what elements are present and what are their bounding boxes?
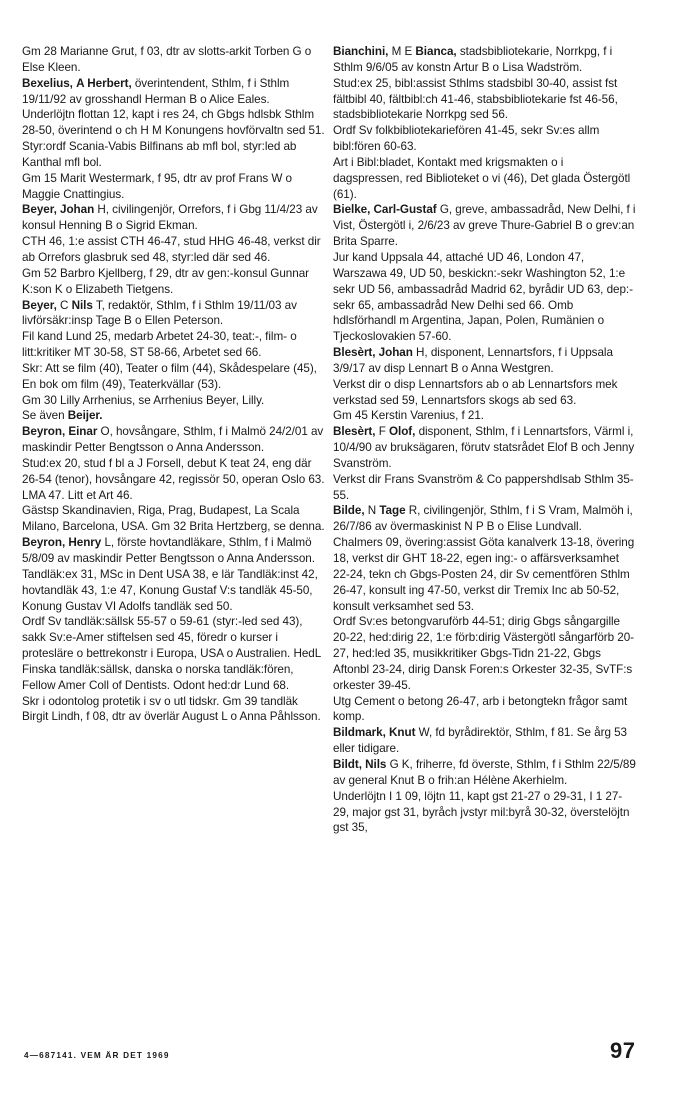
entry-text: Underlöjtn I 1 09, löjtn 11, kapt gst 21-27 o 29-31, I 1 27-29, major gst 31, byråch jvstyr mil:byrå 30-32, överstelöjtn gst 35, bbox=[333, 789, 630, 835]
entry-text: Verkst dir Frans Svanström & Co pappershdlsab Sthlm 35-55. bbox=[333, 472, 634, 502]
biography-paragraph bbox=[333, 535, 636, 614]
biography-paragraph bbox=[333, 694, 636, 726]
entry-text: Gm 28 Marianne Grut, f 03, dtr av slotts-arkit Torben G o Else Kleen. bbox=[22, 45, 312, 74]
entry-name: Beijer. bbox=[67, 409, 103, 423]
entry-name: Bianchini, bbox=[333, 45, 389, 58]
entry-text: Tandläk:ex 31, MSc in Dent USA 38, e lär Tandläk:inst 42, hovtandläk 43, 1:e 47, Konung Gustaf V:s tandläk 45-50, Konung Gustav VI Adolfs tandläk sed 50. bbox=[22, 567, 318, 613]
entry-text: Gm 52 Barbro Kjellberg, f 29, dtr av gen:-konsul Gunnar K:son K o Elizabeth Tietgens. bbox=[22, 266, 309, 296]
entry-text: L, förste hovtandläkare, Sthlm, f i Malmö 5/8/09 av maskindir Petter Bengtsson o Anna Andersson. bbox=[22, 536, 315, 565]
biography-entry-heading bbox=[333, 757, 636, 789]
biography-paragraph bbox=[22, 234, 325, 266]
biography-entry-heading bbox=[22, 424, 325, 456]
entry-text: Verkst dir o disp Lennartsfors ab o ab Lennartsfors mek verkstad sed 59, Lennartsfors skogs ab sed 63. bbox=[333, 377, 618, 407]
biography-paragraph bbox=[22, 361, 325, 393]
entry-text: R, civilingenjör, Sthlm, f i S Vram, Malmöh i, 26/7/86 av övermaskinist N P B o Elise Lundvall. bbox=[333, 504, 633, 534]
entry-text: Gästsp Skandinavien, Riga, Prag, Budapest, La Scala Milano, Barcelona, USA. Gm 32 Brita Hertzberg, se denna. bbox=[22, 504, 325, 534]
entry-text: G, greve, ambassadråd, New Delhi, f i Vist, Östergötl i, 2/6/23 av greve Thure-Gabriel B o grev:an Brita Sparre. bbox=[333, 203, 636, 249]
biography-paragraph bbox=[22, 393, 325, 409]
biography-paragraph bbox=[333, 250, 636, 345]
biography-paragraph bbox=[22, 488, 325, 504]
entry-text: Styr:ordf Scania-Vabis Bilfinans ab mfl bol, styr:led ab Kanthal mfl bol. bbox=[22, 140, 297, 169]
entry-text: Art i Bibl:bladet, Kontakt med krigsmakten o i dagspressen, red Biblioteket o vi (46), Det glada Östergötl (61). bbox=[333, 155, 631, 201]
biography-entry-heading bbox=[22, 76, 325, 108]
entry-name: Beyron, Einar bbox=[22, 425, 98, 439]
entry-text: W, fd byrådirektör, Sthlm, f 81. Se årg 53 eller tidigare. bbox=[333, 726, 627, 756]
entry-text: överintendent, Sthlm, f i Sthlm 19/11/92 av grosshandl Herman B o Alice Eales. bbox=[22, 76, 290, 106]
entry-text: Ordf Sv folkbibliotekariefören 41-45, sekr Sv:es allm bibl:fören 60-63. bbox=[333, 124, 600, 154]
biography-paragraph bbox=[22, 44, 325, 76]
entry-name: Beyron, Henry bbox=[22, 536, 102, 550]
entry-text: Gm 30 Lilly Arrhenius, se Arrhenius Beyer, Lilly. bbox=[22, 393, 265, 407]
entry-name: Blesèrt, bbox=[333, 425, 376, 439]
biography-paragraph bbox=[22, 694, 325, 726]
biography-paragraph bbox=[333, 472, 636, 504]
biography-paragraph bbox=[22, 408, 325, 424]
biography-entry-heading bbox=[333, 44, 636, 76]
entry-name: Bilde, bbox=[333, 504, 365, 518]
footer-publication-line: 4—687141. VEM ÄR DET 1969 bbox=[24, 1051, 170, 1060]
entry-name: Beyer, Johan bbox=[22, 203, 95, 217]
biography-paragraph bbox=[22, 503, 325, 535]
entry-text: F bbox=[378, 425, 386, 439]
entry-text: Ordf Sv:es betongvaruförb 44-51; dirig Gbgs sångargille 20-22, hed:dirig 22, 1:e förb:dirig Västergötl sångarförb 20-27, hed:led 35, musikkritiker Gbgs-Tidn 21-22, Gbgs Aftonbl 23-24, dirig Dansk Foren:s Orkester 32-35, SvTF:s orkester 39-45. bbox=[333, 615, 635, 692]
biography-paragraph bbox=[333, 76, 636, 124]
entry-text: Gm 15 Marit Westermark, f 95, dtr av prof Frans W o Maggie Cnattingius. bbox=[22, 171, 293, 201]
biography-paragraph bbox=[22, 266, 325, 298]
entry-name: Bildmark, Knut bbox=[333, 726, 416, 740]
entry-text: H, disponent, Lennartsfors, f i Uppsala 3/9/17 av disp Lennart B o Anna Westgren. bbox=[333, 346, 613, 375]
biography-paragraph bbox=[22, 329, 325, 361]
entry-text: O, hovsångare, Sthlm, f i Malmö 24/2/01 av maskindir Petter Bengtsson o Anna Andersson. bbox=[22, 425, 324, 455]
right-column bbox=[333, 44, 636, 836]
entry-name: A Herbert, bbox=[76, 76, 132, 90]
entry-text: LMA 47. Litt et Art 46. bbox=[22, 488, 133, 502]
biography-paragraph bbox=[22, 107, 325, 139]
entry-text: Ordf Sv tandläk:sällsk 55-57 o 59-61 (styr:-led sed 43), sakk Sv:e-Amer stiftelsen sed 45, föredr o kurser i protesläre o bettrekonstr i Europa, USA o Australien. HedL Finska tandläk:sällsk, danska o norska tandläk:fören, Fellow Amer Coll of Dentists. Odont hed:dr Lund 68. bbox=[22, 615, 321, 692]
entry-text: G K, friherre, fd överste, Sthlm, f i Sthlm 22/5/89 av general Knut B o frih:an Hélène Akerhielm. bbox=[333, 757, 636, 787]
entry-text: N bbox=[367, 504, 377, 518]
entry-name: Olof, bbox=[388, 425, 416, 439]
entry-name: Tage bbox=[379, 504, 406, 518]
entry-text: T, redaktör, Sthlm, f i Sthlm 19/11/03 av livförsäkr:insp Tage B o Ellen Peterson. bbox=[22, 298, 297, 328]
entry-text: C bbox=[60, 298, 69, 312]
biography-paragraph bbox=[22, 614, 325, 693]
biography-paragraph bbox=[333, 614, 636, 693]
biography-paragraph bbox=[22, 567, 325, 615]
entry-text: Gm 45 Kerstin Varenius, f 21. bbox=[333, 409, 484, 423]
biography-entry-heading bbox=[333, 503, 636, 535]
entry-text: H, civilingenjör, Orrefors, f i Gbg 11/4/23 av konsul Henning B o Sigrid Ekman. bbox=[22, 203, 318, 233]
entry-name: Nils bbox=[71, 298, 93, 312]
entry-text: Utg Cement o betong 26-47, arb i betongtekn frågor samt komp. bbox=[333, 694, 628, 724]
entry-text: Underlöjtn flottan 12, kapt i res 24, ch Gbgs hdlsbk Sthlm 28-50, överintend o ch H M Konungens hovförvaltn sed 51. bbox=[22, 108, 325, 138]
entry-text: Stud:ex 25, bibl:assist Sthlms stadsbibl 30-40, assist fst fältbibl 40, fältbibl:ch 41-46, stabsbibliotekarie fst 46-56, stadsbibliotekarie Norrkpg sed 56. bbox=[333, 76, 618, 122]
biography-entry-heading bbox=[333, 202, 636, 250]
entry-name: Bexelius, bbox=[22, 76, 73, 90]
entry-name: Bianca, bbox=[415, 45, 457, 58]
biography-entry-heading bbox=[22, 202, 325, 234]
entry-text: M E bbox=[391, 45, 413, 58]
entry-text: Fil kand Lund 25, medarb Arbetet 24-30, teat:-, film- o litt:kritiker MT 30-58, ST 58-66, Arbetet sed 66. bbox=[22, 330, 297, 360]
biography-entry-heading bbox=[22, 535, 325, 567]
biography-paragraph bbox=[333, 155, 636, 203]
left-column bbox=[22, 44, 325, 725]
entry-name: Bielke, Carl-Gustaf bbox=[333, 203, 437, 217]
biography-paragraph bbox=[333, 789, 636, 837]
entry-text: stadsbibliotekarie, Norrkpg, f i Sthlm 9/6/05 av konstn Artur B o Lisa Wadström. bbox=[333, 45, 613, 74]
biography-paragraph bbox=[333, 377, 636, 409]
biography-paragraph bbox=[333, 408, 636, 424]
entry-name: Bildt, Nils bbox=[333, 757, 387, 771]
entry-name: Beyer, bbox=[22, 298, 57, 312]
entry-text: Se även bbox=[22, 409, 65, 423]
biography-paragraph bbox=[333, 123, 636, 155]
entry-text: Jur kand Uppsala 44, attaché UD 46, London 47, Warszawa 49, UD 50, beskickn:-sekr Washington 52, 1:e sekr UD 56, ambassadråd Madrid 62, byrådir UD 63, dep:-sekr 65, ambassadråd New Delhi sed 66. Omb hdlsförhandl m Argentina, Japan, Polen, Rumänien o Tjeckoslovakien 57-60. bbox=[333, 250, 633, 344]
entry-text: disponent, Sthlm, f i Lennartsfors, Värml i, 10/4/90 av bruksägaren, förutv statsrådet Elof B och Jenny Svanström. bbox=[333, 425, 635, 470]
biography-paragraph bbox=[22, 456, 325, 488]
biography-entry-heading bbox=[333, 725, 636, 757]
entry-name: Blesèrt, Johan bbox=[333, 346, 413, 360]
entry-text: Chalmers 09, övering:assist Göta kanalverk 13-18, övering 18, verkst dir GHT 18-22, egen ing:- o affärsverksamhet 22-24, tekn ch Gbgs-Posten 24, dir Sv cementfören Sthlm 26-47, konsult ing 47-50, verkst dir Tremix Inc ab 50-52, konsult verksamhet sed 53. bbox=[333, 536, 635, 613]
page-number: 97 bbox=[610, 1038, 636, 1063]
entry-text: Skr: Att se film (40), Teater o film (44), Skådespelare (45), En bok om film (49), Teaterkvällar (53). bbox=[22, 361, 317, 391]
entry-text: CTH 46, 1:e assist CTH 46-47, stud HHG 46-48, verkst dir ab Orrefors glasbruk sed 48, styr:led där sed 46. bbox=[22, 235, 321, 264]
entry-text: Skr i odontolog protetik i sv o utl tidskr. Gm 39 tandläk Birgit Lindh, f 08, dtr av överlär August L o Anna Påhlsson. bbox=[22, 694, 321, 724]
biography-entry-heading bbox=[333, 424, 636, 472]
entry-text: Stud:ex 20, stud f bl a J Forsell, debut K teat 24, eng där 26-54 (tenor), hovsångare 42, regissör 50, operan Oslo 63. bbox=[22, 456, 325, 486]
biography-paragraph bbox=[22, 139, 325, 171]
biography-entry-heading bbox=[22, 298, 325, 330]
biography-paragraph bbox=[22, 171, 325, 203]
biography-entry-heading bbox=[333, 345, 636, 377]
